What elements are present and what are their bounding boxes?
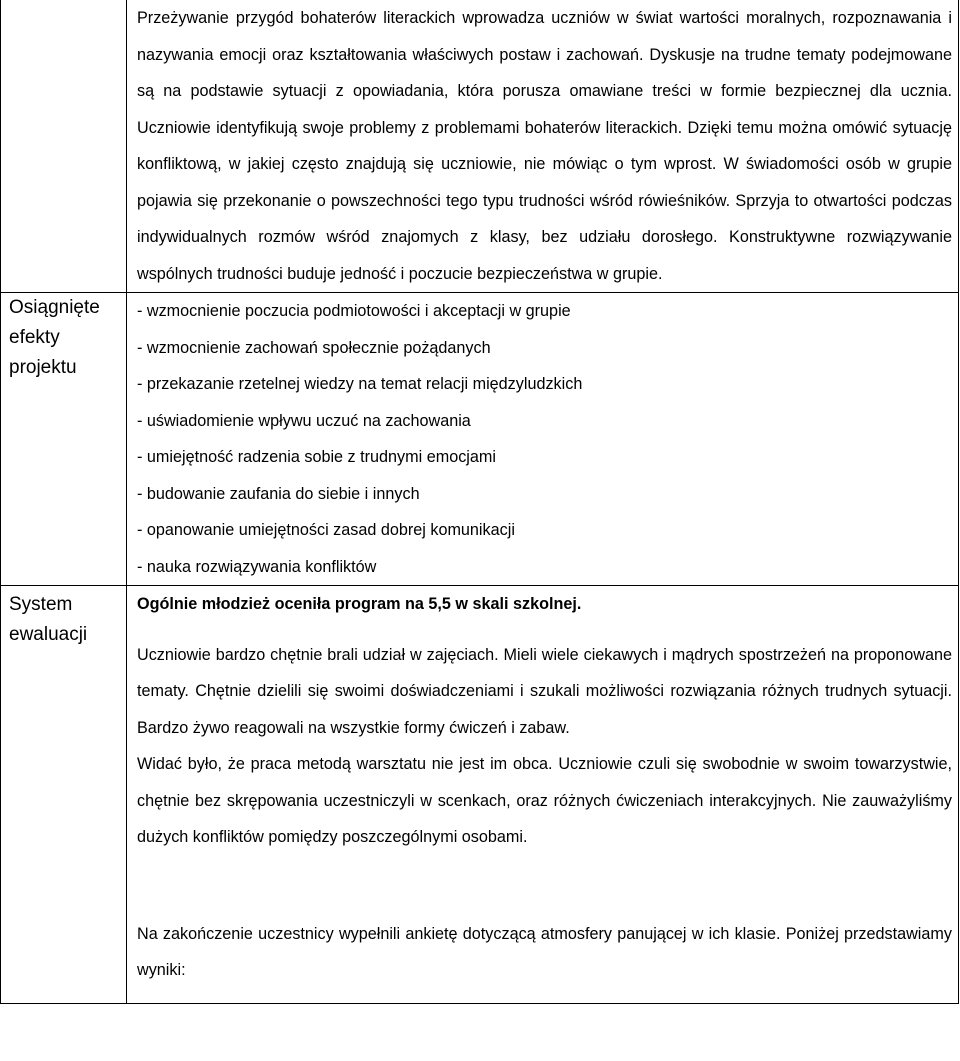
- list-item: - opanowanie umiejętności zasad dobrej komunikacji: [137, 521, 515, 539]
- intro-paragraph: Przeżywanie przygód bohaterów literackich wprowadza uczniów w świat wartości moralnych, rozpoznawania i nazywania emocji oraz kształtowania właściwych postaw i zachowań. Dyskusje na trudne tematy podejmowane są na podstawie sytuacji z opowiadania, która porusza omawiane treści w formie bezpiecznej dla ucznia. Uczniowie identyfikują swoje problemy z problemami bohaterów literackich. Dzięki temu można omówić sytuację konfliktową, w jakiej często znajdują się uczniowie, nie mówiąc o tym wprost. W świadomości osób w grupie pojawia się przekonanie o powszechności tego typu trudności wśród rówieśników. Sprzyja to otwartości podczas indywidualnych rozmów wśród znajomych z klasy, bez udziału dorosłego. Konstruktywne rozwiązywanie wspólnych trudności buduje jedność i poczucie bezpieczeństwa w grupie.: [137, 9, 952, 283]
- effects-list: [127, 293, 958, 585]
- label-cell-empty: [1, 0, 127, 293]
- table-row-effects: [1, 293, 959, 586]
- list-item: - przekazanie rzetelnej wiedzy na temat relacji międzyludzkich: [137, 375, 583, 393]
- intro-cell: [127, 0, 959, 293]
- list-item: - wzmocnienie poczucia podmiotowości i akceptacji w grupie: [137, 302, 571, 320]
- evaluation-paragraph-2: Widać było, że praca metodą warsztatu nie jest im obca. Uczniowie czuli się swobodnie w swoim towarzystwie, chętnie bez skrępowania uczestniczyli w scenkach, oraz różnych ćwiczeniach interakcyjnych. Nie zauważyliśmy dużych konfliktów pomiędzy poszczególnymi osobami.: [137, 755, 952, 846]
- effects-cell: [127, 293, 959, 586]
- table-row-intro: [1, 0, 959, 293]
- list-item: - wzmocnienie zachowań społecznie pożądanych: [137, 338, 491, 357]
- list-item: - umiejętność radzenia sobie z trudnymi emocjami: [137, 448, 496, 466]
- list-item: - nauka rozwiązywania konfliktów: [137, 557, 377, 576]
- list-item: - uświadomienie wpływu uczuć na zachowania: [137, 411, 471, 430]
- evaluation-paragraph-3: Na zakończenie uczestnicy wypełnili ankietę dotyczącą atmosfery panującej w ich klasie. Poniżej przedstawiamy wyniki:: [137, 924, 952, 979]
- evaluation-label-cell: [1, 586, 127, 1004]
- evaluation-paragraph-1: Uczniowie bardzo chętnie brali udział w zajęciach. Mieli wiele ciekawych i mądrych spostrzeżeń na proponowane tematy. Chętnie dzielili się swoimi doświadczeniami i szukali możliwości rozwiązania różnych trudnych sytuacji. Bardzo żywo reagowali na wszystkie formy ćwiczeń i zabaw.: [137, 645, 952, 737]
- effects-label-cell: [1, 293, 127, 586]
- effects-label: Osiągnięte efekty projektu: [9, 297, 100, 378]
- evaluation-summary: Ogólnie młodzież oceniła program na 5,5 w skali szkolnej.: [137, 595, 582, 613]
- table-row-evaluation: [1, 586, 959, 1004]
- evaluation-cell: [127, 586, 959, 1004]
- evaluation-label: System ewaluacji: [9, 594, 88, 645]
- list-item: - budowanie zaufania do siebie i innych: [137, 484, 420, 503]
